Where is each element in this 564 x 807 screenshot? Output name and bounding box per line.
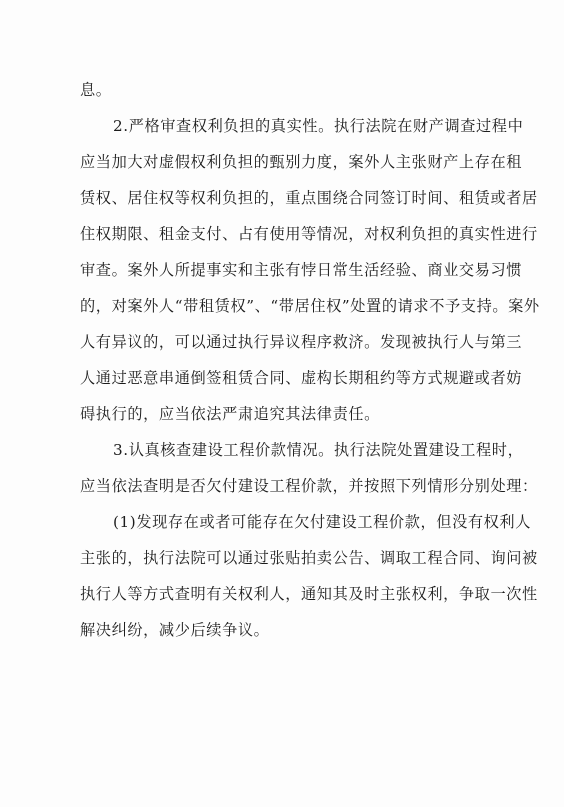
text-line-15: 执行人等方式查明有关权利人，通知其及时主张权利，争取一次性 bbox=[80, 585, 538, 603]
text-line-16: 解决纠纷，减少后续争议。 bbox=[80, 621, 270, 639]
text-line-1: 息。 bbox=[80, 81, 112, 99]
text-line-13: (1)发现存在或者可能存在欠付建设工程价款，但没有权利人 bbox=[113, 513, 532, 531]
text-line-8: 人有异议的，可以通过执行异议程序救济。发现被执行人与第三 bbox=[80, 333, 523, 351]
text-line-3: 应当加大对虚假权利负担的甄别力度，案外人主张财产上存在租 bbox=[80, 153, 523, 171]
text-line-6: 审查。案外人所提事实和主张有悖日常生活经验、商业交易习惯 bbox=[80, 261, 523, 279]
text-line-12: 应当依法查明是否欠付建设工程价款，并按照下列情形分别处理： bbox=[80, 477, 538, 495]
text-line-4: 赁权、居住权等权利负担的，重点围绕合同签订时间、租赁或者居 bbox=[80, 189, 538, 207]
text-line-9: 人通过恶意串通倒签租赁合同、虚构长期租约等方式规避或者妨 bbox=[80, 369, 523, 387]
text-line-2: 2.严格审查权利负担的真实性。执行法院在财产调查过程中 bbox=[113, 117, 524, 135]
text-line-5: 住权期限、租金支付、占有使用等情况，对权利负担的真实性进行 bbox=[80, 225, 538, 243]
text-line-14: 主张的，执行法院可以通过张贴拍卖公告、调取工程合同、询问被 bbox=[80, 549, 538, 567]
text-line-7: 的，对案外人“带租赁权”、“带居住权”处置的请求不予支持。案外 bbox=[80, 297, 540, 315]
text-line-11: 3.认真核查建设工程价款情况。执行法院处置建设工程时， bbox=[113, 441, 524, 459]
text-line-10: 碍执行的，应当依法严肃追究其法律责任。 bbox=[80, 405, 380, 423]
